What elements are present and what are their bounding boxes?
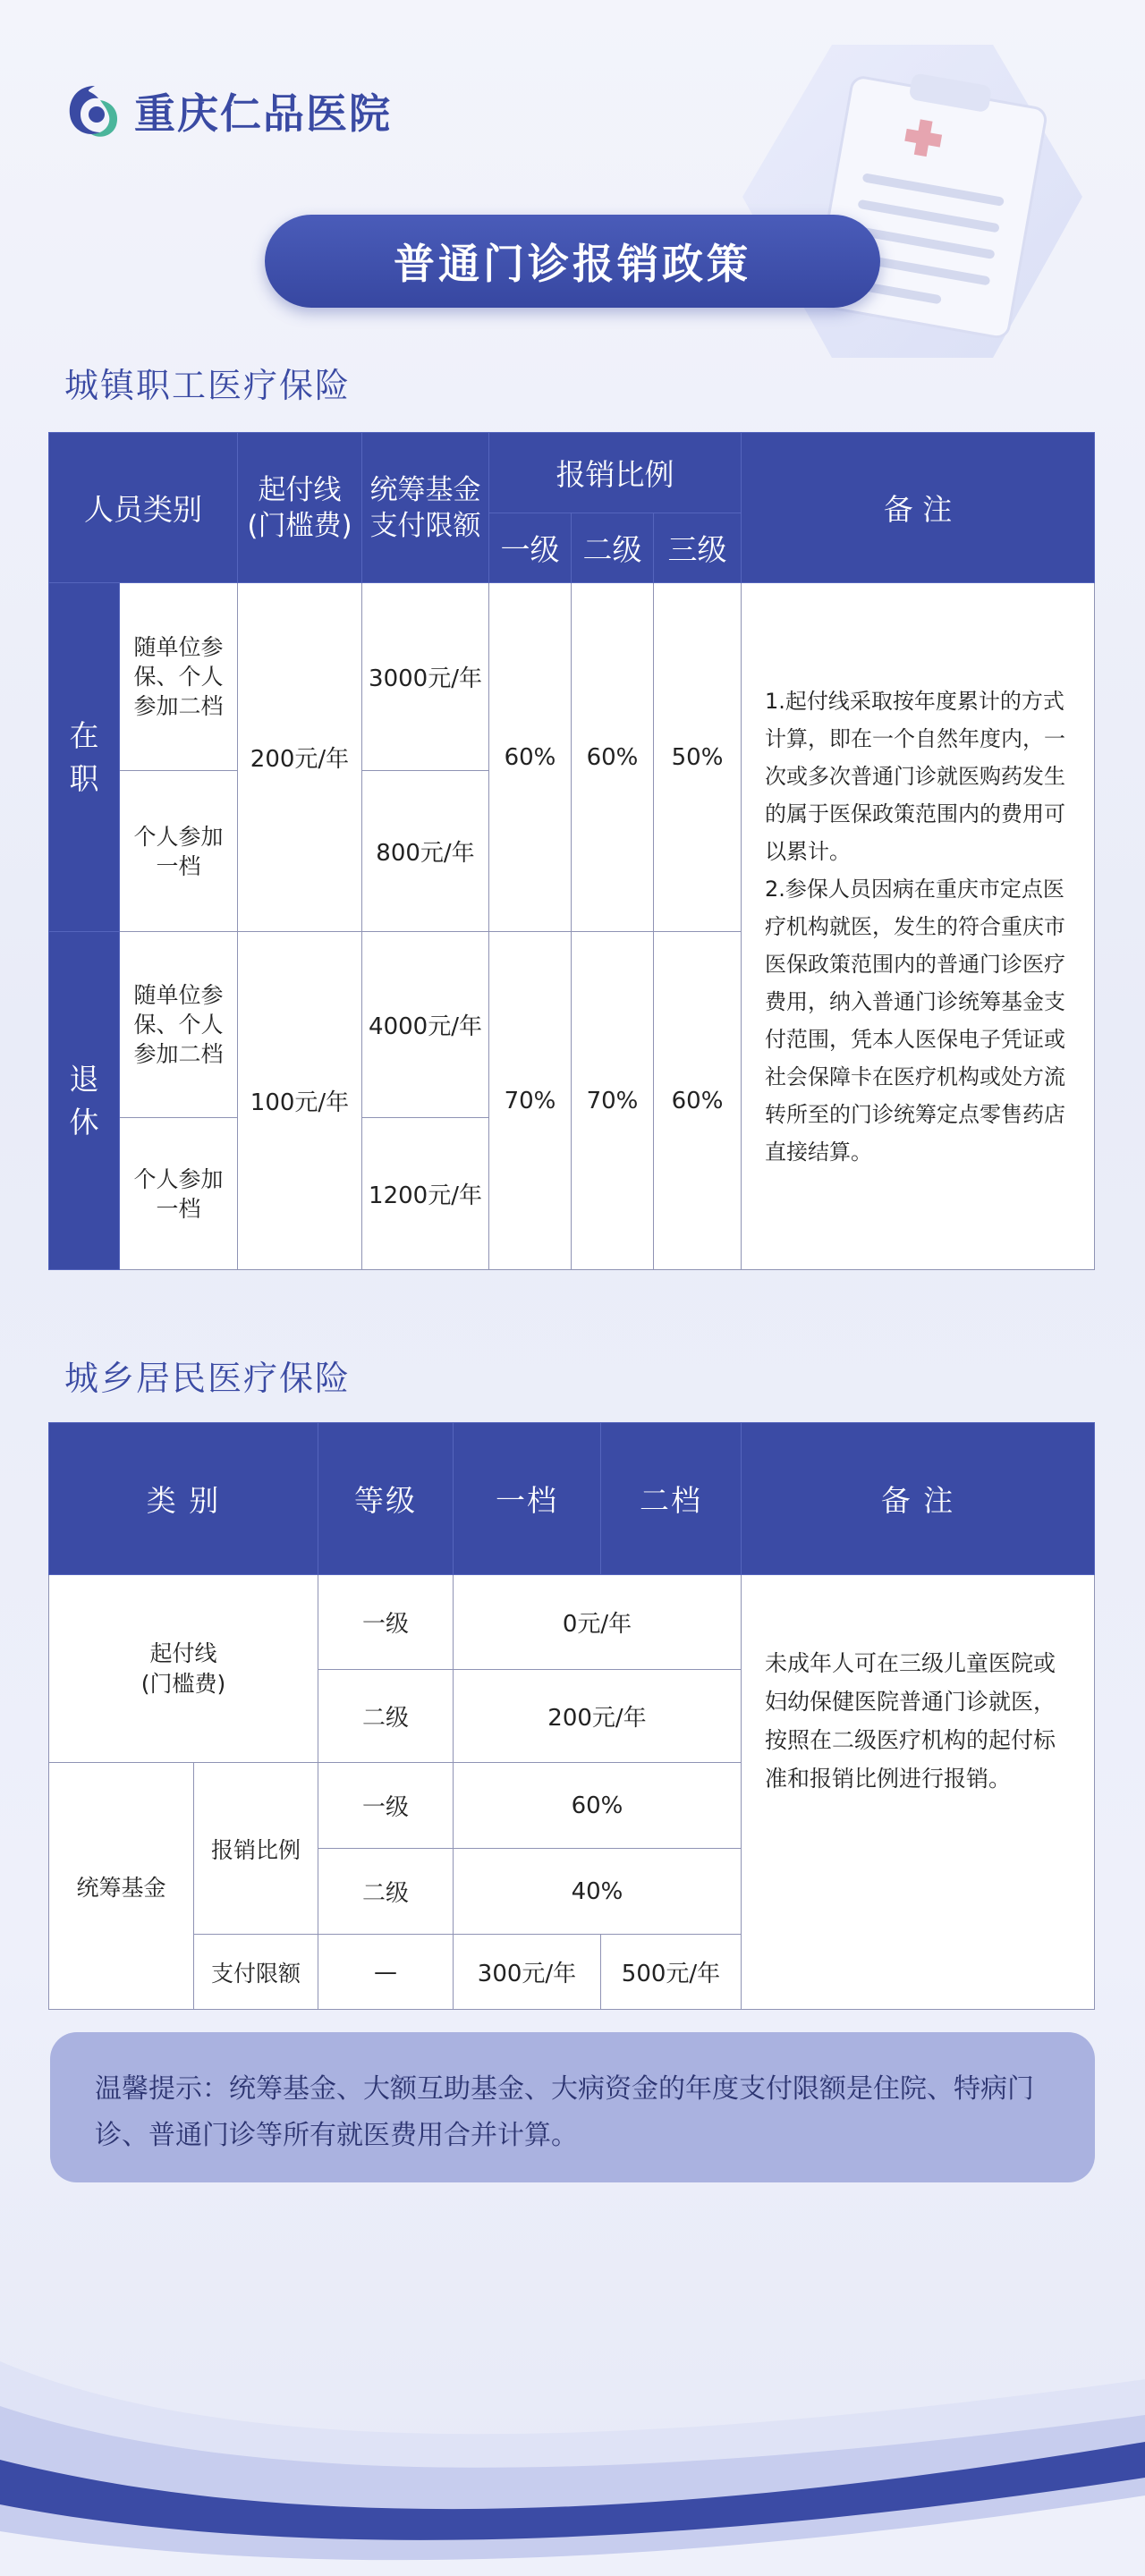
header-remarks: 备 注 bbox=[742, 433, 1095, 583]
ratio-cell: 60% bbox=[572, 583, 654, 932]
page-title: 普通门诊报销政策 bbox=[265, 215, 880, 308]
limit-cell: 800元/年 bbox=[362, 771, 489, 932]
limit-cell: 3000元/年 bbox=[362, 583, 489, 771]
header-remarks: 备 注 bbox=[742, 1423, 1095, 1575]
deductible-cell: 100元/年 bbox=[238, 932, 362, 1270]
header-level1: 一级 bbox=[489, 513, 572, 583]
limit-cell: 4000元/年 bbox=[362, 932, 489, 1118]
header-grade: 等级 bbox=[318, 1423, 454, 1575]
grade-cell: 二级 bbox=[318, 1670, 454, 1763]
header-category: 人员类别 bbox=[49, 433, 238, 583]
group-retired: 退 休 bbox=[49, 932, 120, 1270]
grade-cell: — bbox=[318, 1935, 454, 2010]
hospital-logo bbox=[64, 80, 392, 141]
limit-label: 支付限额 bbox=[194, 1935, 318, 2010]
header-ratio: 报销比例 bbox=[489, 433, 742, 513]
ratio-cell: 50% bbox=[654, 583, 742, 932]
deductible-cell: 200元/年 bbox=[238, 583, 362, 932]
tip-text: 温馨提示：统筹基金、大额互助基金、大病资金的年度支付限额是住院、特病门诊、普通门诊等所有就医费用合并计算。 bbox=[95, 2073, 1034, 2151]
type-cell: 随单位参 保、个人 参加二档 bbox=[120, 932, 238, 1118]
deductible-label: 起付线 (门槛费) bbox=[49, 1575, 318, 1763]
grade-cell: 一级 bbox=[318, 1575, 454, 1670]
header-level2: 二级 bbox=[572, 513, 654, 583]
header-fund-limit bbox=[362, 433, 489, 583]
type-cell: 个人参加 一档 bbox=[120, 1118, 238, 1270]
ratio-cell: 70% bbox=[572, 932, 654, 1270]
hospital-name: 重庆仁品医院 bbox=[134, 89, 392, 138]
section-title-urban-employee: 城镇职工医疗保险 bbox=[64, 366, 352, 405]
grade-cell: 二级 bbox=[318, 1849, 454, 1935]
wave-decoration bbox=[0, 2326, 1145, 2576]
header-category: 类 别 bbox=[49, 1423, 318, 1575]
group-employed: 在 职 bbox=[49, 583, 120, 932]
tip-box bbox=[50, 2032, 1095, 2182]
value-cell: 0元/年 bbox=[454, 1575, 742, 1670]
value-cell: 300元/年 bbox=[454, 1935, 601, 2010]
remarks-cell bbox=[742, 583, 1095, 1270]
type-cell: 个人参加 一档 bbox=[120, 771, 238, 932]
value-cell: 60% bbox=[454, 1763, 742, 1849]
header-deductible-line1: 起付线 bbox=[258, 473, 342, 506]
ratio-cell: 60% bbox=[489, 583, 572, 932]
header-level3: 三级 bbox=[654, 513, 742, 583]
urban-rural-table bbox=[48, 1422, 1095, 2010]
hospital-logo-icon bbox=[64, 80, 125, 141]
header-tier1: 一档 bbox=[454, 1423, 601, 1575]
ratio-cell: 70% bbox=[489, 932, 572, 1270]
fund-label: 统筹基金 bbox=[49, 1763, 194, 2010]
remarks-text: 未成年人可在三级儿童医院或妇幼保健医院普通门诊就医，按照在二级医疗机构的起付标准和报销比例进行报销。 bbox=[765, 1649, 1056, 1792]
limit-cell: 1200元/年 bbox=[362, 1118, 489, 1270]
type-cell: 随单位参 保、个人 参加二档 bbox=[120, 583, 238, 771]
section-title-urban-rural: 城乡居民医疗保险 bbox=[64, 1359, 352, 1398]
ratio-cell: 60% bbox=[654, 932, 742, 1270]
remarks-cell bbox=[742, 1575, 1095, 2010]
header-deductible-line2: (门槛费) bbox=[247, 509, 352, 542]
value-cell: 40% bbox=[454, 1849, 742, 1935]
value-cell: 200元/年 bbox=[454, 1670, 742, 1763]
value-cell: 500元/年 bbox=[601, 1935, 742, 2010]
grade-cell: 一级 bbox=[318, 1763, 454, 1849]
header-tier2: 二档 bbox=[601, 1423, 742, 1575]
header-deductible bbox=[238, 433, 362, 583]
header-fund-line1: 统筹基金 bbox=[369, 473, 481, 506]
header-fund-line2: 支付限额 bbox=[369, 509, 481, 542]
ratio-label: 报销比例 bbox=[194, 1763, 318, 1935]
remarks-text: 1.起付线采取按年度累计的方式计算，即在一个自然年度内，一次或多次普通门诊就医购药发生的属于医保政策范围内的费用可以累计。 2.参保人员因病在重庆市定点医疗机构就医，发生的符合重庆市医保政策范围内的普通门诊医疗费用，纳入普通门诊统筹基金支付范围，凭本人医保电子凭证或社会保障卡在医疗机构或处方流转所至的门诊统筹定点零售药店直接结算。 bbox=[765, 688, 1066, 1165]
urban-employee-table bbox=[48, 432, 1095, 1270]
